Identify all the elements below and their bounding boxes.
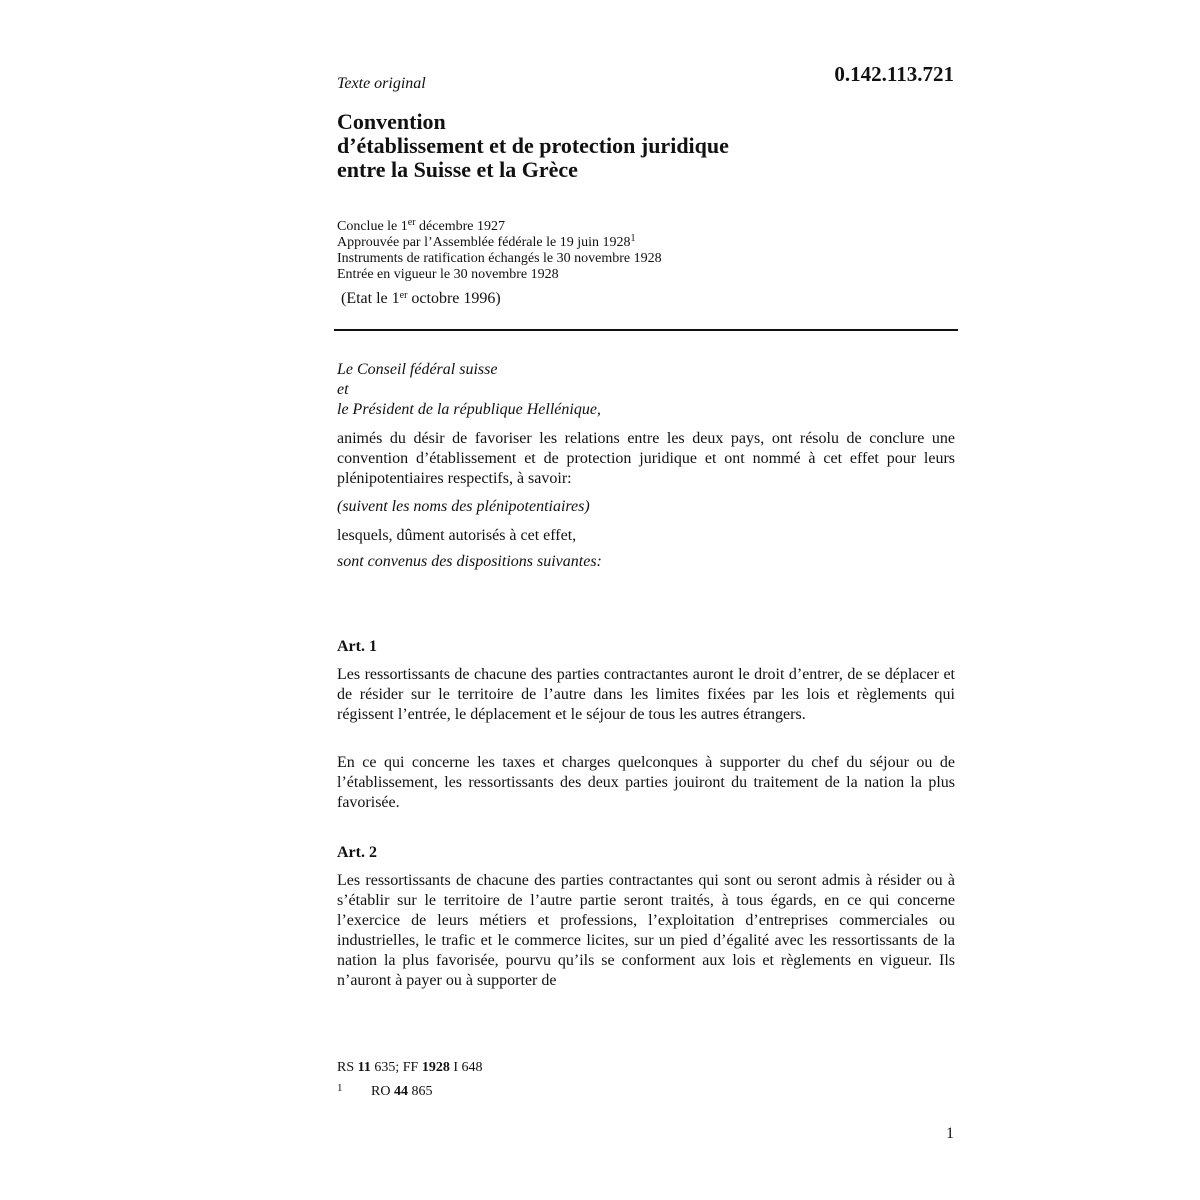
preamble-authorized: lesquels, dûment autorisés à cet effet, [337,527,577,544]
ratification-date: Instruments de ratification échangés le 30 novembre 1928 [337,251,662,266]
preamble-party-1: Le Conseil fédéral suisse [337,361,498,378]
header-divider [334,329,958,331]
concluded-date: Conclue le 1er décembre 1927 [337,217,505,234]
footnote-ref: 1 [630,233,636,244]
document-title [337,110,729,182]
page-number: 1 [946,1125,954,1142]
preamble-agreed: sont convenus des dispositions suivantes: [337,553,602,570]
document-status-label: Texte original [337,75,426,92]
document-metadata [337,219,662,283]
article-1-paragraph-1: Les ressortissants de chacune des parties contractantes auront le droit d’entrer, de se déplacer et de résider sur le territoire de l’autre dans les limites fixées par les lois et règlements qui régissent l’entrée, le déplacement et le séjour de tous les autres étrangers. [337,666,955,723]
entry-into-force-date: Entrée en vigueur le 30 novembre 1928 [337,267,559,282]
footnotes [337,1058,483,1102]
footnote-1: 1 RO 44 865 [337,1082,433,1099]
preamble-intro: animés du désir de favoriser les relations entre les deux pays, ont résolu de conclure une convention d’établissement et de protection juridique et ont nommé à cet effet pour leurs plénipotentiaires respectifs, à savoir: [337,430,955,487]
source-reference: RS 11 635; FF 1928 I 648 [337,1060,483,1075]
article-1-paragraph-2: En ce qui concerne les taxes et charges quelconques à supporter du chef du séjour ou de l’établissement, les ressortissants des deux parties jouiront du traitement de la nation la plus favorisée. [337,754,955,811]
title-line-3: entre la Suisse et la Grèce [337,157,578,182]
article-1-heading: Art. 1 [337,638,377,655]
state-date: (Etat le 1er octobre 1996) [341,290,501,307]
title-line-2: d’établissement et de protection juridique [337,133,729,158]
article-2-paragraph-1: Les ressortissants de chacune des parties contractantes qui sont ou seront admis à résider ou à s’établir sur le territoire de l’autre partie seront traités, à tous égards, en ce qui concerne l’exercice de leurs métiers et professions, l’exploitation d’entreprises commerciales ou industrielles, le trafic et le commerce licites, sur un pied d’égalité avec les ressortissants de la nation la plus favorisée, pourvu qu’ils se conforment aux lois et règlements en vigueur. Ils n’auront à payer ou à supporter de [337,872,955,989]
article-2-heading: Art. 2 [337,844,377,861]
title-line-1: Convention [337,109,446,134]
systematic-number: 0.142.113.721 [834,62,954,86]
preamble-names-note: (suivent les noms des plénipotentiaires) [337,498,590,515]
preamble-conjunction: et [337,381,349,398]
approval-date: Approuvée par l’Assemblée fédérale le 19 juin 1928$^1$ [337,233,636,250]
preamble-party-2: le Président de la république Hellénique, [337,401,601,418]
